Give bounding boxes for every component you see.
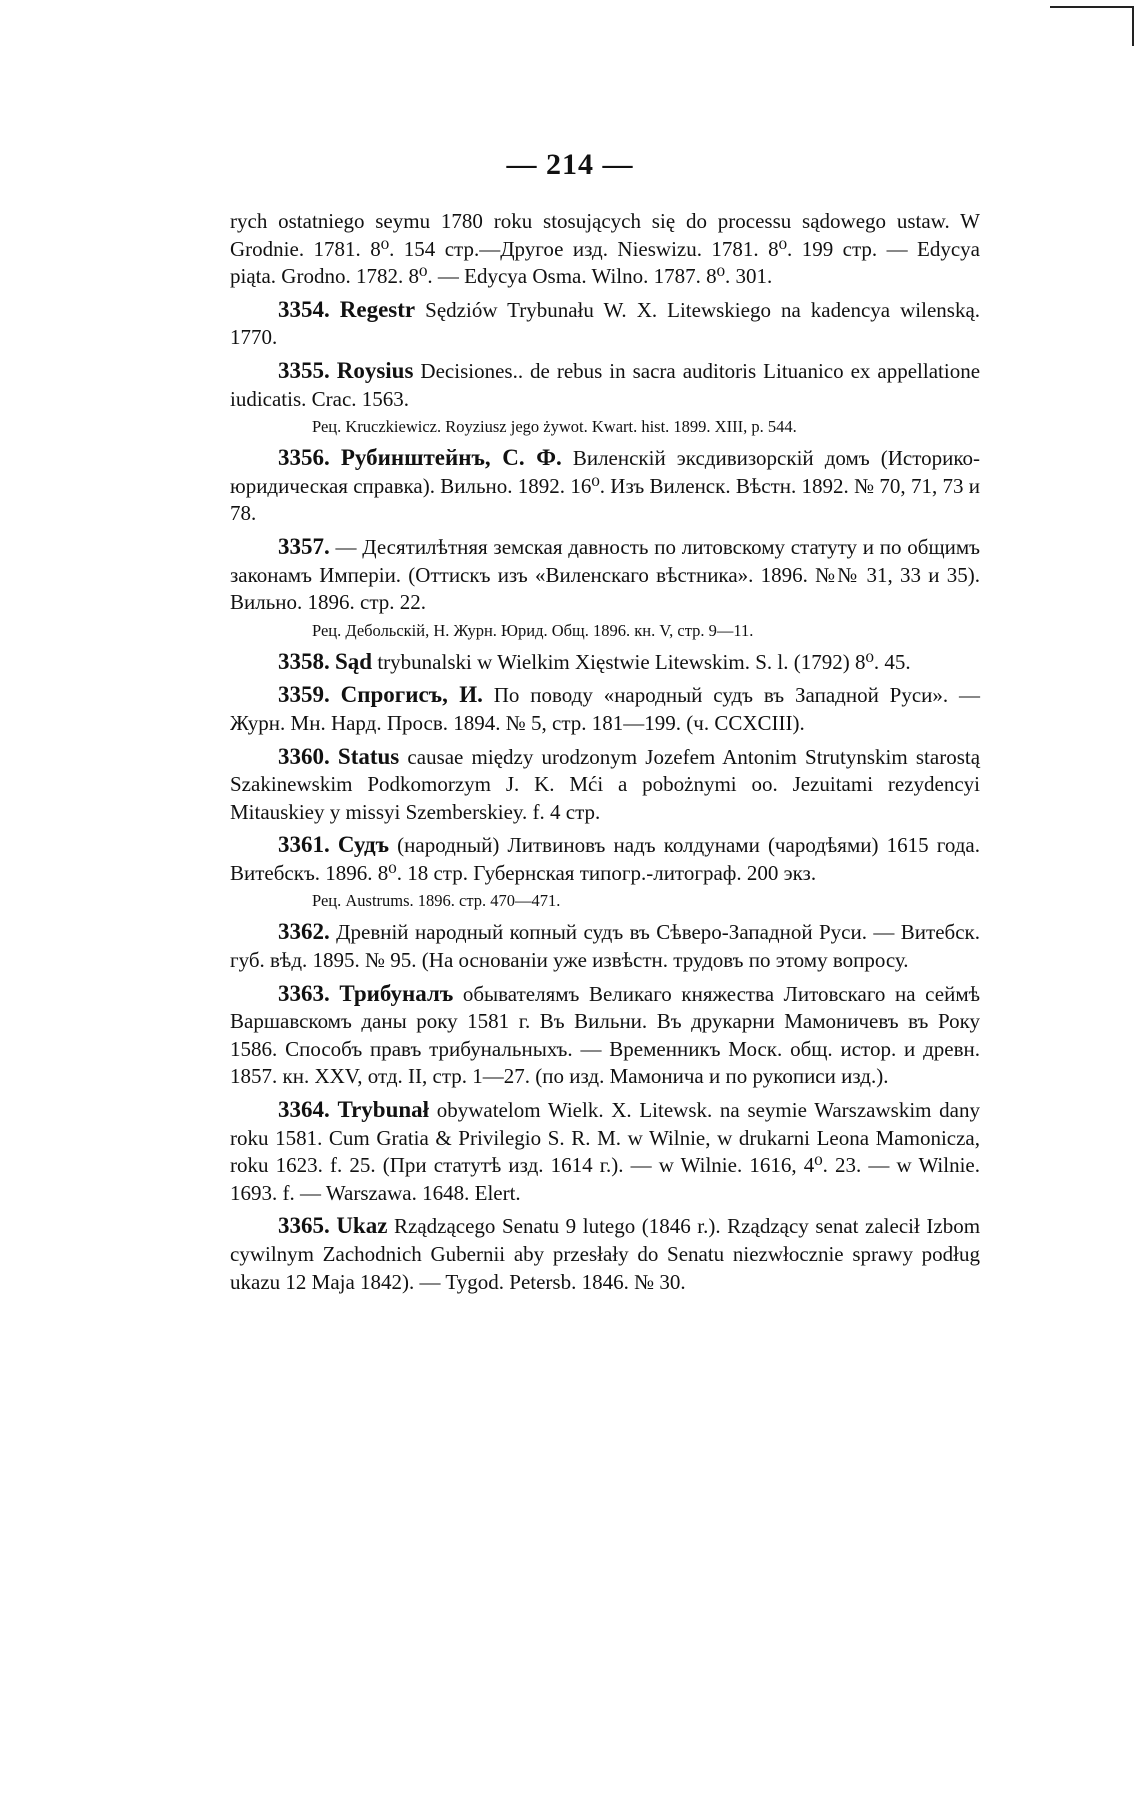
entry-number: 3362. [278, 919, 330, 945]
review-note: Рец. Kruczkiewicz. Royziusz jego żywot. Kwart. hist. 1899. XIII, p. 544. [312, 417, 797, 437]
entry-heading: Судъ [337, 832, 390, 858]
entry-3355 [230, 357, 980, 413]
entry-number: 3364. [278, 1097, 330, 1123]
entry-heading: Рубинштейнъ, С. Ф. [340, 445, 562, 471]
entry-text: По поводу «народный судъ въ Западной Руси». — Журн. Мн. Нард. Просв. 1894. № 5, стр. 181—199. (ч. CCXCIII). [230, 683, 981, 735]
entry-text: Decisiones.. de rebus in sacra auditoris Lituanico ex appellatione iudicatis. Crac. 1563. [230, 358, 981, 411]
entry-heading: Status [337, 743, 400, 769]
review-note: Рец. Austrums. 1896. стр. 470—471. [312, 891, 561, 911]
entry-heading: Трибуналъ [339, 980, 454, 1006]
entry-text: trybunalski w Wielkim Xięstwie Litewskim. S. l. (1792) 8⁰. 45. [377, 649, 911, 674]
entry-heading: Regestr [339, 296, 416, 322]
entry-heading: Спрогисъ, И. [340, 682, 483, 708]
page-number: — 214 — [506, 148, 634, 181]
entry-text: (народный) Литвиновъ надъ колдунами (чародѣями) 1615 года. Витебскъ. 1896. 8⁰. 18 стр. Губернская типогр.-литограф. 200 экз. [230, 833, 980, 885]
entry-heading: Roysius [336, 357, 414, 383]
review-note: Рец. Дебольскій, Н. Журн. Юрид. Общ. 1896. кн. V, стр. 9—11. [312, 620, 754, 640]
continuation-paragraph [230, 208, 980, 291]
entry-text: Rządzącego Senatu 9 lutego (1846 r.). Rządzący senat zalecił Izbom cywilnym Zachodnich Gubernii aby przesłały do Senatu niezwłocznie sprawy podług ukazu 12 Maja 1842). — Tygod. Petersb. 1846. № 30. [230, 1214, 981, 1294]
entry-number: 3357. [278, 533, 330, 559]
entry-3363 [230, 980, 980, 1091]
entry-number: 3358. [278, 648, 330, 674]
entry-3361 [230, 831, 980, 887]
entry-3357 [230, 533, 980, 617]
entry-text: rych ostatniego seymu 1780 roku stosujących się do processu sądowego ustaw. W Grodnie. 1781. 8⁰. 154 стр.—Другое изд. Nieswizu. 1781. 8⁰. 199 стр. — Edycya piąta. Grodno. 1782. 8⁰. — Edycya Osma. Wilno. 1787. 8⁰. 301. [230, 209, 980, 289]
entry-number: 3363. [278, 980, 330, 1006]
entry-heading: Sąd [335, 648, 373, 674]
entry-text: Sędziów Trybunału W. X. Litewskiego na kadencya wilenską. 1770. [230, 297, 981, 350]
scan-edge-right [1132, 6, 1134, 46]
text-block [230, 208, 980, 1301]
entry-number: 3356. [278, 445, 330, 471]
entry-text: Виленскій эксдивизорскій домъ (Историко-юридическая справка). Вильно. 1892. 16⁰. Изъ Виленск. Вѣстн. 1892. № 70, 71, 73 и 78. [230, 446, 981, 526]
entry-3364 [230, 1096, 980, 1207]
entry-text: obywatelom Wielk. X. Litewsk. na seymie Warszawskim dany roku 1581. Cum Gratia & Privilegio S. R. M. w Wilnie, w drukarni Leona Mamonicza, roku 1623. f. 25. (При статутѣ изд. 1614 г.). — w Wilnie. 1616, 4⁰. 23. — w Wilnie. 1693. f. — Warszawa. 1648. Elert. [230, 1098, 981, 1205]
entry-3360 [230, 743, 980, 827]
entry-3359 [230, 681, 980, 737]
entry-number: 3365. [278, 1213, 330, 1239]
entry-3365 [230, 1212, 980, 1296]
entry-text: causae między urodzonym Jozefem Antonim Strutynskim starostą Szakinewskim Podkomorzym J. K. Mći a pobożnymi oo. Jezuitami rezydencyi Mitauskiey y missyi Szemberskiey. f. 4 стр. [230, 744, 981, 824]
entry-3358 [230, 648, 980, 677]
entry-heading: Ukaz [336, 1213, 388, 1239]
entry-number: 3360. [278, 743, 330, 769]
entry-3356 [230, 444, 980, 528]
entry-text: Древній народный копный судъ въ Сѣверо-Западной Руси. — Витебск. губ. вѣд. 1895. № 95. (На основаніи уже извѣстн. трудовъ по этому вопросу. [230, 920, 980, 973]
scan-edge-top [1050, 6, 1134, 8]
entry-number: 3355. [278, 357, 330, 383]
entry-text: обывателямъ Великаго княжества Литовскаго на сеймѣ Варшавскомъ даны року 1581 г. Въ Вильни. Въ друкарни Мамоничевъ въ Року 1586. Способъ правъ трибунальныхъ. — Временникъ Моск. общ. истор. и древн. 1857. кн. XXV, отд. II, стр. 1—27. (по изд. Мамонича и по рукописи изд.). [230, 981, 981, 1089]
entry-3354 [230, 296, 980, 352]
entry-number: 3359. [278, 682, 330, 708]
entry-text: — Десятилѣтняя земская давность по литовскому статуту и по общимъ законамъ Имперіи. (Оттискъ изъ «Виленскаго вѣстника». 1896. №№ 31, 33 и 35). Вильно. 1896. стр. 22. [230, 534, 980, 615]
entry-3362 [230, 918, 980, 974]
entry-heading: Trybunał [337, 1097, 430, 1123]
entry-number: 3361. [278, 832, 330, 858]
entry-number: 3354. [278, 296, 330, 322]
